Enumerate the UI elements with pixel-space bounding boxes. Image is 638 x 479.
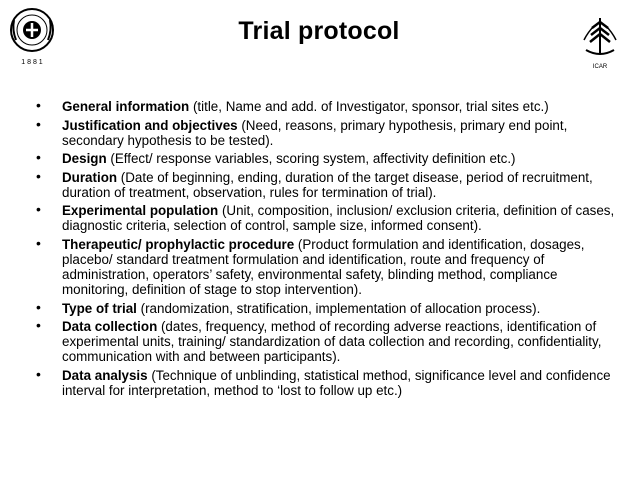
item-text: (Unit, composition, inclusion/ exclusion criteria, definition of cases, diagnostic criteria, selection of control, sample size, informed consent).: [62, 203, 615, 234]
item-heading: Type of trial: [62, 300, 137, 316]
item-heading: General information: [62, 99, 190, 114]
item-heading: Data collection: [62, 319, 158, 335]
item-heading: Experimental population: [62, 203, 219, 219]
bullet-dot: •: [36, 365, 41, 382]
item-heading: Design: [62, 151, 107, 167]
bullet-dot: •: [36, 149, 41, 166]
item-text: (randomization, stratification, implementation of allocation process).: [136, 300, 541, 316]
item-heading: Data analysis: [62, 367, 148, 383]
item-heading: Duration: [62, 169, 118, 185]
bullet-dot: •: [36, 115, 41, 132]
bullet-dot: •: [36, 298, 41, 315]
item-text: (Product formulation and identification, dosages, placebo/ standard treatment formulation and identification, route and frequency of administration, operators’ safety, environmental safety, blinding method, compliance monitoring, definition of stage to stop intervention).: [62, 236, 585, 297]
bullet-dot: •: [36, 97, 41, 113]
list-item: [36, 167, 626, 200]
list-item: [36, 365, 626, 398]
item-text: (Need, reasons, primary hypothesis, primary end point, secondary hypothesis to be tested).: [62, 117, 568, 148]
list-item: [36, 298, 626, 316]
bullet-dot: •: [36, 317, 41, 334]
icar-logo: [576, 10, 624, 72]
item-text: (title, Name and add. of Investigator, sponsor, trial sites etc.): [189, 99, 549, 114]
svg-text:ICAR: ICAR: [592, 64, 608, 70]
list-item: [36, 151, 626, 166]
bullet-dot: •: [36, 234, 41, 251]
bullet-list: [36, 99, 626, 401]
item-text: (Effect/ response variables, scoring system, affectivity definition etc.): [106, 151, 516, 167]
item-text: (Technique of unblinding, statistical method, significance level and confidence interval for interpretation, method to ‘lost to follow up etc.): [62, 367, 611, 398]
item-text: (Date of beginning, ending, duration of the target disease, period of recruitment, duration of treatment, observation, rules for termination of trial).: [62, 169, 593, 200]
bullet-dot: •: [36, 201, 41, 218]
list-item: [36, 234, 626, 297]
list-item: [36, 115, 626, 148]
list-item: [36, 319, 626, 364]
list-item: [36, 99, 626, 114]
bullet-dot: •: [36, 167, 41, 184]
list-item: [36, 203, 626, 233]
slide-title: Trial protocol: [238, 17, 400, 45]
item-heading: Justification and objectives: [62, 117, 238, 133]
svg-text:1 8 8 1: 1 8 8 1: [21, 59, 43, 66]
item-text: (dates, frequency, method of recording adverse reactions, identification of experimental units, training/ standardization of data collection and recording, confidentiality, communication with and between participants).: [62, 319, 602, 365]
item-heading: Therapeutic/ prophylactic procedure: [62, 236, 295, 252]
